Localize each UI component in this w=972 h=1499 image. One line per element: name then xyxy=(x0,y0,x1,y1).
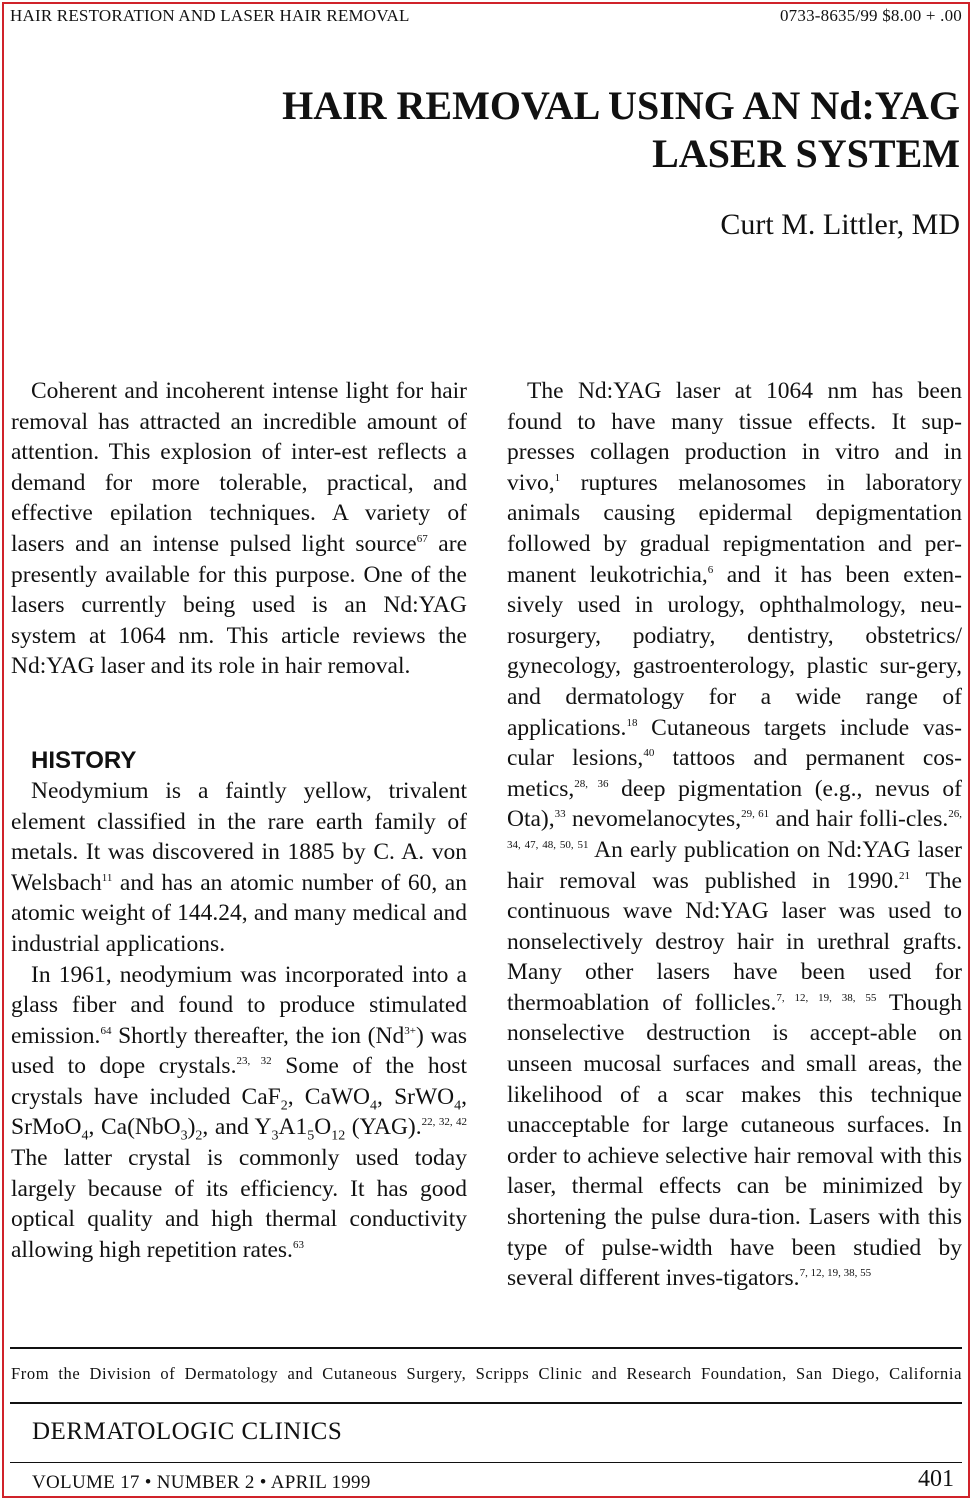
divider-rule xyxy=(10,1462,962,1463)
history-paragraph-2: In 1961, neodymium was incorporated into a glass fiber and found to produce stimulated emission.$^{64}$ Shortly thereafter, the ion $(Nd^{3+})$ was used to dope crystals.$^{23, 32}$ Some of the host crystals have included CaF$_2$, CaWO$_4$, SrWO$_4$, SrMoO$_4$, $Ca(NbO_3)_2$, and $Y_3A1_5O_{12}$ (YAG).$^{22, 32, 42}$ The latter crystal is commonly used today largely because of its efficiency. It has good optical quality and high thermal conductivity allowing high repetition rates.$^{63}$ xyxy=(11,961,468,1263)
divider-rule xyxy=(10,1402,962,1404)
divider-rule xyxy=(10,1347,962,1349)
right-paragraph-1: The Nd:YAG laser at 1064 nm has been found to have many tissue effects. It sup-presses collagen production in vitro and in vivo,$^1$ ruptures melanosomes in laboratory animals causing epidermal depigmentation followed by gradual repigmentation and per-manent leukotrichia,$^6$ and it has been exten-sively used in urology, ophthalmology, neu-rosurgery, podiatry, dentistry, obstetrics/ gynecology, gastroenterology, plastic sur-gery, and dermatology for a wide range of applications.$^{18}$ Cutaneous targets include vas-cular lesions,$^{40}$ tattoos and permanent cos-metics,$^{28, 36}$ deep pigmentation (e.g., nevus of Ota),$^{33}$ nevomelanocytes,$^{29, 61}$ and hair folli-cles.$^{26, 34, 47, 48, 50, 51}$ An early publication on Nd:YAG laser hair removal was published in 1990.21 The continuous wave Nd:YAG laser was used to nonselectively destroy hair in urethral grafts. Many other lasers have been used for thermoablation of follicles.$^{7, 12, 19, 38, 55}$ Though nonselective destruction is accept-able on unseen mucosal surfaces and small areas, the likelihood of a scar makes this technique unacceptable for large cutaneous surfaces. In order to achieve selective hair removal with this laser, thermal effects can be minimized by shortening the pulse dura-tion. Lasers with this type of pulse-width have been studied by several different inves-tigators.$^{7, 12, 19, 38, 55}$ xyxy=(507,378,962,1292)
abstract-paragraph: Coherent and incoherent intense light for hair removal has attracted an incredible amount of attention. This explosion of inter-est reflects a demand for more tolerable, practical, and effective epilation techniques. A variety of lasers and an intense pulsed light source$^{67}$ are presently available for this purpose. One of the lasers currently being used is an Nd:YAG system at 1064 nm. This article reviews the Nd:YAG laser and its role in hair removal. xyxy=(11,378,467,680)
running-head xyxy=(10,6,962,30)
price-code: 0733-8635/99 $8.00 + .00 xyxy=(779,6,962,25)
title-line-1: HAIR REMOVAL USING AN Nd:YAG xyxy=(282,83,960,128)
volume-info: VOLUME 17 • NUMBER 2 • APRIL 1999 xyxy=(32,1472,371,1493)
title-line-2: LASER SYSTEM xyxy=(652,131,960,176)
left-column xyxy=(11,376,467,1265)
right-column xyxy=(507,376,962,1294)
section-heading-history: HISTORY xyxy=(31,746,137,774)
article-title xyxy=(200,82,960,178)
affiliation-note: From the Division of Dermatology and Cutaneous Surgery, Scripps Clinic and Research Foundation, San Diego, California xyxy=(11,1364,962,1383)
running-title: HAIR RESTORATION AND LASER HAIR REMOVAL xyxy=(10,6,410,25)
author-name: Curt M. Littler, MD xyxy=(720,208,960,241)
history-paragraph-1: Neodymium is a faintly yellow, trivalent element classified in the rare earth family of metals. It was discovered in 1885 by C. A. von Welsbach$^{11}$ and has an atomic number of 60, an atomic weight of 144.24, and many medical and industrial applications. xyxy=(11,777,467,957)
journal-name: DERMATOLOGIC CLINICS xyxy=(32,1418,343,1445)
page-number: 401 xyxy=(918,1466,954,1492)
